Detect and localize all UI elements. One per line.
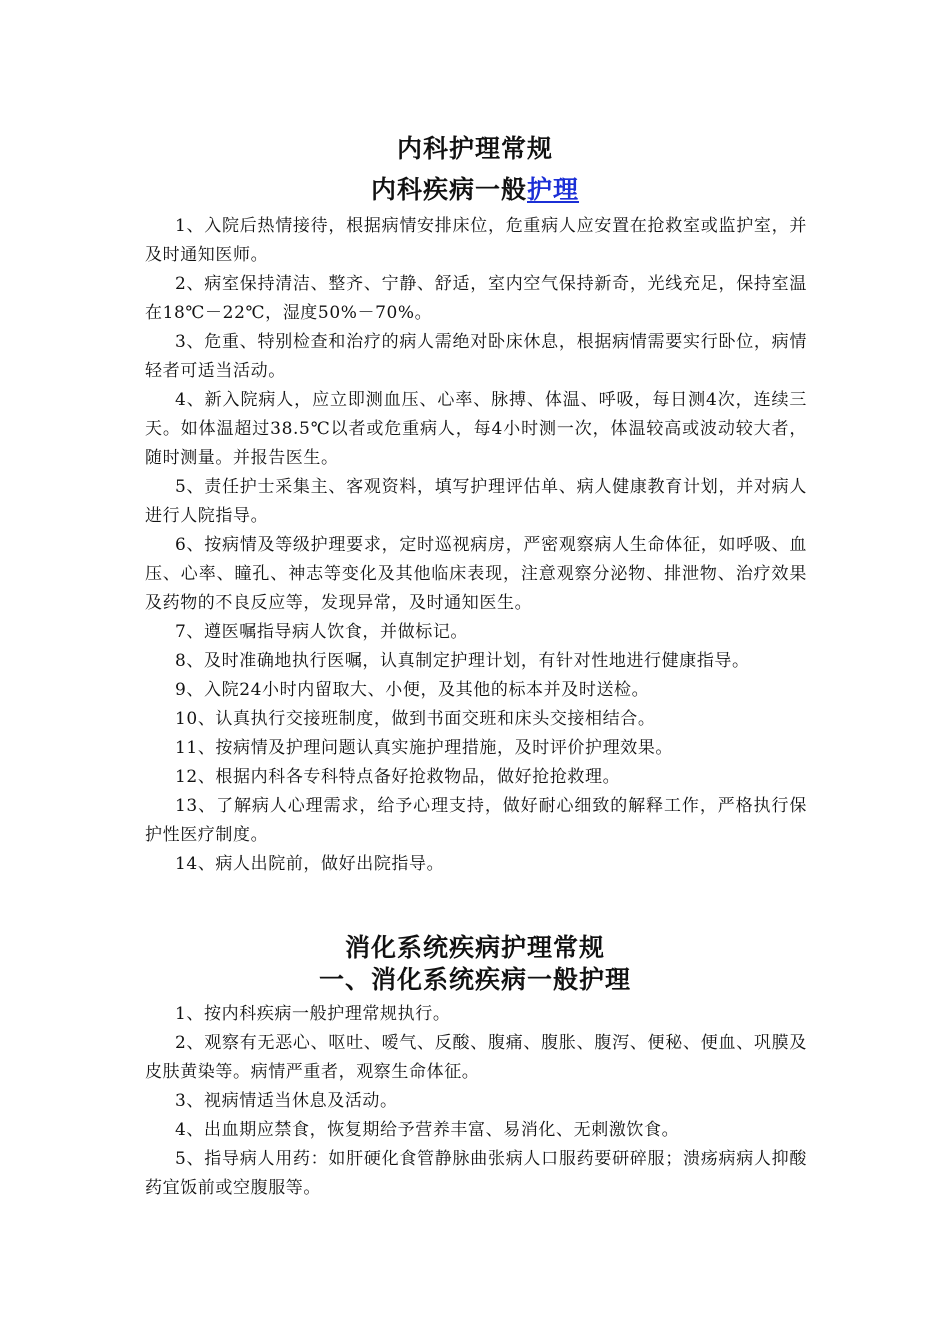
- list-item: 7、遵医嘱指导病人饮食，并做标记。: [175, 622, 469, 642]
- list-item: 4、出血期应禁食，恢复期给予营养丰富、易消化、无刺激饮食。: [175, 1120, 680, 1140]
- list-item: 3、危重、特别检查和治疗的病人需绝对卧床休息，根据病情需要实行卧位，病情轻者可适当活动。: [145, 332, 807, 381]
- section2-title: 消化系统疾病护理常规: [344, 933, 605, 962]
- section2-body: [145, 1000, 807, 1203]
- list-item: 6、按病情及等级护理要求，定时巡视病房，严密观察病人生命体征，如呼吸、血压、心率、瞳孔、神志等变化及其他临床表现，注意观察分泌物、排泄物、治疗效果及药物的不良反应等，发现异常，及时通知医生。: [145, 535, 807, 613]
- list-item: 12、根据内科各专科特点备好抢救物品，做好抢抢救理。: [175, 767, 621, 787]
- list-item: 5、指导病人用药：如肝硬化食管静脉曲张病人口服药要研碎服；溃疡病病人抑酸药宜饭前或空腹服等。: [145, 1149, 807, 1198]
- section1-title: 内科护理常规: [396, 134, 553, 163]
- section1-subtitle-text: 内科疾病一般: [370, 175, 527, 204]
- nursing-link[interactable]: 护理: [527, 175, 580, 204]
- list-item: 8、及时准确地执行医嘱，认真制定护理计划，有针对性地进行健康指导。: [175, 651, 750, 671]
- list-item: 3、视病情适当休息及活动。: [175, 1091, 398, 1111]
- list-item: 14、病人出院前，做好出院指导。: [175, 854, 445, 874]
- list-item: 4、新入院病人，应立即测血压、心率、脉搏、体温、呼吸，每日测4次，连续三天。如体温超过38.5℃以者或危重病人，每4小时测一次，体温较高或波动较大者，随时测量。并报告医生。: [145, 390, 807, 468]
- section1-subtitle: [0, 174, 950, 206]
- list-item: 1、入院后热情接待，根据病情安排床位，危重病人应安置在抢救室或监护室，并及时通知医师。: [145, 216, 807, 265]
- list-item: 9、入院24小时内留取大、小便，及其他的标本并及时送检。: [175, 680, 650, 700]
- list-item: 1、按内科疾病一般护理常规执行。: [175, 1004, 451, 1024]
- list-item: 13、了解病人心理需求，给予心理支持，做好耐心细致的解释工作，严格执行保护性医疗制度。: [145, 796, 807, 845]
- section2-subtitle: 一、消化系统疾病一般护理: [318, 965, 631, 994]
- section1-body: [145, 212, 807, 879]
- list-item: 2、病室保持清洁、整齐、宁静、舒适，室内空气保持新奇，光线充足，保持室温在18℃－22℃，湿度50%－70%。: [145, 274, 807, 323]
- list-item: 10、认真执行交接班制度，做到书面交班和床头交接相结合。: [175, 709, 656, 729]
- list-item: 2、观察有无恶心、呕吐、嗳气、反酸、腹痛、腹胀、腹泻、便秘、便血、巩膜及皮肤黄染等。病情严重者，观察生命体征。: [145, 1033, 807, 1082]
- list-item: 11、按病情及护理问题认真实施护理措施，及时评价护理效果。: [175, 738, 674, 758]
- list-item: 5、责任护士采集主、客观资料，填写护理评估单、病人健康教育计划，并对病人进行人院指导。: [145, 477, 807, 526]
